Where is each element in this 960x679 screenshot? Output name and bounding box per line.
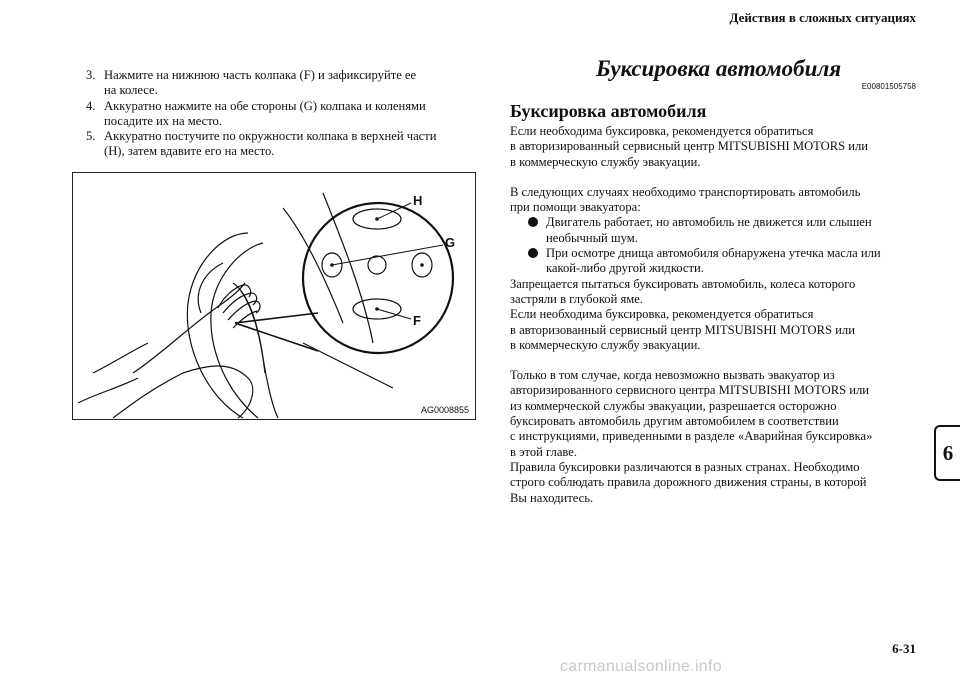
section-code: E00801505758 [861,82,916,91]
bullet-text [546,215,872,246]
step-text [104,129,476,160]
text-line: при помощи эвакуатора: [510,200,641,215]
step-number: 5. [86,129,96,144]
section-body [510,100,916,506]
text-line: Если необходима буксировка, рекомендуется обратиться [510,124,814,138]
text-line: строго соблюдать правила дорожного движения страны, в которой [510,475,867,490]
text-line: в авторизованный сервисный центр MITSUBISHI MOTORS или [510,322,855,337]
step-text [104,68,476,99]
section-title: Буксировка автомобиля [596,56,842,81]
text-line: Вы находитесь. [510,490,594,505]
step-line: Нажмите на нижнюю часть колпака (F) и зафиксируйте ее [104,68,417,82]
step-line: Аккуратно постучите по окружности колпака в верхней части [104,129,437,144]
paragraph-1 [510,124,916,170]
wheel-cover-drawing [73,173,475,419]
text-line: в авторизированный сервисный центр MITSUBISHI MOTORS или [510,139,869,154]
text-line: Запрещается пытаться буксировать автомобиль, колеса которого [510,276,856,291]
wheel-cover-illustration [72,172,476,420]
text-line: из коммерческой службы эвакуации, разрешается осторожно [510,398,837,413]
step-5 [86,129,476,160]
text-line: В следующих случаях необходимо транспортировать автомобиль [510,184,861,199]
step-line: на колесе. [104,83,158,98]
label-g: G [445,235,456,250]
text-line: Если необходима буксировка, рекомендуется обратиться [510,307,814,322]
step-4 [86,99,476,130]
text-line: буксировать автомобиль другим автомобилем в соответствии [510,414,839,429]
step-number: 3. [86,68,96,82]
subheading: Буксировка автомобиля [510,101,707,121]
text-line: в коммерческую службу эвакуации. [510,154,701,169]
bullet-item [528,246,916,277]
step-number: 4. [86,98,96,113]
label-h: H [413,193,423,208]
paragraph-4 [510,368,916,506]
text-line: Только в том случае, когда невозможно вызвать эвакуатор из [510,368,835,383]
chapter-tab[interactable]: 6 [934,425,960,481]
bullet-text [546,246,881,277]
page-number: 6-31 [892,641,916,656]
step-line: посадите их на место. [104,113,222,128]
text-line: необычный шум. [546,230,638,245]
step-list [86,68,476,160]
text-line: Правила буксировки различаются в разных странах. Необходимо [510,459,860,474]
watermark-link[interactable]: carmanualsonline.info [560,658,722,675]
text-line: застряли в глубокой яме. [510,291,643,306]
text-line: в этой главе. [510,444,578,459]
bullet-item [528,215,916,246]
bullet-dot-icon [528,217,538,227]
label-f: F [413,313,421,328]
text-line: Двигатель работает, но автомобиль не движется или слышен [546,215,872,230]
text-line: в коммерческую службу эвакуации. [510,337,701,352]
running-header: Действия в сложных ситуациях [729,10,916,25]
text-line: авторизированного сервисного центра MITSUBISHI MOTORS или [510,383,870,398]
figure-code: AG0008855 [420,405,469,415]
step-line: (H), затем вдавите его на место. [104,144,275,159]
paragraph-3 [510,277,916,353]
text-line: При осмотре днища автомобиля обнаружена утечка масла или [546,246,881,261]
bullet-dot-icon [528,248,538,258]
paragraph-2 [510,185,916,216]
text-line: с инструкциями, приведенными в разделе «Аварийная буксировка» [510,429,873,444]
step-text [104,99,476,130]
step-line: Аккуратно нажмите на обе стороны (G) колпака и коленями [104,98,426,113]
step-3 [86,68,476,99]
text-line: какой-либо другой жидкости. [546,261,704,276]
